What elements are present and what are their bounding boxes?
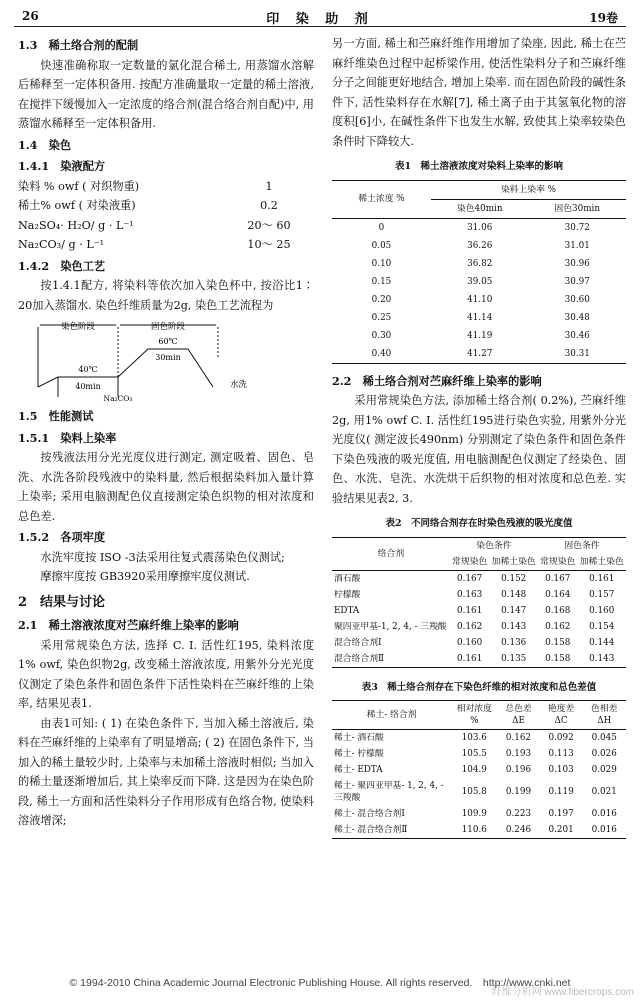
table-cell: 稀土- 柠檬酸: [334, 749, 384, 759]
table-row: [332, 822, 626, 839]
table-3-body: [332, 730, 626, 839]
table-row: [332, 291, 626, 309]
table-cell: 0.158: [545, 653, 571, 664]
table-cell: 0.152: [501, 573, 527, 584]
table-cell: 0.30: [371, 330, 392, 341]
table-cell: 0.135: [501, 653, 527, 664]
section-2-2-text: 采用常规染色方法, 添加稀土络合剂( 0.2%), 苎麻纤维2g, 用1% owf C. I. 活性红195进行染色实验, 用紫外分光光度仪( 测定波长490nm) 分别测定了染色条件和固色条件下染色残液的吸光度值, 用电脑测配色仪测定了经染色、固色、水洗、皂洗、水洗烘干后织物的相对浓度和总色差. 实验结果见表2, 3.: [332, 394, 626, 505]
section-1-4-title: 1.4 染色: [18, 137, 72, 152]
section-1-3-title: 1.3 稀土络合剂的配制: [18, 38, 139, 52]
table-cell: 0.196: [505, 765, 532, 775]
table-cell: 0.197: [548, 809, 574, 819]
table-cell: 0.40: [371, 348, 392, 359]
copyright-footer: © 1994-2010 China Academic Journal Electronic Publishing House. All rights reserved. http://www.cnki.net: [69, 977, 571, 989]
table-cell: EDTA: [334, 605, 360, 616]
table-cell: 0.144: [589, 637, 615, 648]
table-cell: 0.223: [505, 809, 532, 819]
table-cell: 0.103: [548, 765, 574, 775]
temp-2-label: 60℃: [158, 337, 178, 346]
table-cell: 0.158: [545, 637, 571, 648]
table-cell: 0.199: [505, 787, 532, 797]
table-cell: 0: [378, 222, 385, 233]
table-cell: 30.97: [564, 276, 590, 287]
table-cell: 0.10: [371, 258, 392, 269]
section-2-1-text-2: 由表1可知: ( 1) 在染色条件下, 当加入稀土溶液后, 染料在苎麻纤维的上染率有了明显增高; ( 2) 在固色条件下, 当加入的稀土量较少时, 上染率与未加稀土溶液时相似; 当加入的稀土量逐渐增加后, 其上染率反而下降. 这是因为在染色阶段, 稀土一方面和活性染料分子作用形成有色络合物, 使染料溶液增深;: [18, 716, 314, 827]
section-1-5-2-text-1: 水洗牢度按 ISO -3法采用往复式震荡染色仪测试;: [40, 550, 285, 564]
table-cell: 0.021: [591, 787, 617, 797]
table-cell: 0.154: [589, 621, 615, 632]
time-2-label: 30min: [155, 353, 181, 362]
table-header-row: 稀土浓度 % 染料上染率 %: [332, 180, 626, 199]
dye-stage-label: 染色阶段: [60, 322, 96, 332]
table-cell: 30.31: [564, 348, 590, 359]
table-cell: 0.147: [501, 605, 527, 616]
table-cell: 0.25: [371, 312, 392, 323]
table-cell: 0.092: [548, 733, 574, 743]
table-cell: 混合络合剂Ⅰ: [334, 637, 382, 648]
na2co3-label: Na₂CO₃: [103, 394, 133, 403]
table-cell: 稀土- 混合络合剂Ⅱ: [334, 825, 408, 835]
wash-label: 水洗: [230, 380, 248, 390]
section-1-4-1-title: 1.4.1 染液配方: [18, 159, 106, 173]
table-cell: 0.20: [371, 294, 392, 305]
recipe-row: 染料 % owf ( 对织物重) 1: [18, 179, 273, 193]
table-2-caption: 表2 不同络合剂存在时染色残液的吸光度值: [385, 518, 573, 529]
table-cell: 41.27: [467, 348, 493, 359]
table-cell: 0.201: [548, 825, 574, 835]
table-cell: 41.19: [467, 330, 493, 341]
table-row: [332, 309, 626, 327]
table-1-body: [332, 218, 626, 363]
table-cell: 31.01: [564, 240, 590, 251]
table-cell: 0.029: [591, 765, 617, 775]
recipe-row: 稀土% owf ( 对染液重) 0.2: [18, 199, 278, 212]
table-cell: 105.8: [461, 787, 487, 797]
section-1-4-2-text: 按1.4.1配方, 将染料等依次加入染色杯中, 按浴比1∶ 20加入蒸馏水. 染色纤维质量为2g, 染色工艺流程为: [18, 279, 314, 312]
recipe-row: Na₂CO₃/ g · L⁻¹ 10～ 25: [18, 238, 291, 251]
table-cell: 30.72: [564, 222, 590, 233]
table-row: [332, 619, 626, 635]
table-cell: 105.5: [461, 749, 487, 759]
table-cell: 0.163: [457, 589, 483, 600]
table-cell: 0.164: [545, 589, 571, 600]
table-cell: 0.161: [589, 573, 615, 584]
table-cell: 稀土- 混合络合剂Ⅰ: [334, 809, 405, 819]
section-1-5-2-text-2: 摩擦牢度按 GB3920采用摩擦牢度仪测试.: [40, 570, 250, 583]
time-1-label: 40min: [75, 382, 101, 391]
table-cell: 0.016: [591, 809, 617, 819]
table-cell: 0.162: [457, 621, 483, 632]
table-cell: 稀土- 酒石酸: [334, 733, 384, 743]
table-row: [332, 345, 626, 364]
table-cell: 110.6: [461, 825, 487, 835]
table-row: [332, 570, 626, 587]
table-cell: 0.161: [457, 605, 483, 616]
recipe-row: Na₂SO₄· H₂O/ g · L⁻¹ 20～ 60: [18, 218, 291, 232]
table-cell: 41.10: [467, 294, 493, 305]
temp-1-label: 40℃: [78, 365, 98, 374]
table-cell: 41.14: [467, 312, 493, 323]
table-1-caption: 表1 稀土溶液浓度对染料上染率的影响: [394, 161, 564, 172]
journal-name: 印 染 助 剂: [266, 12, 374, 27]
table-cell: 0.167: [545, 573, 571, 584]
continued-text: 另一方面, 稀土和苎麻纤维作用增加了染座, 因此, 稀土在苎麻纤维染色过程中起桥梁作用, 使活性染料分子和苎麻纤维分子之间能更好地结合, 增加上染率. 而在固色阶段的碱性条件下, 活性染料存在水解[7], 稀土离子由于其氢氧化物的溶度积[6]小, 在碱性条件下也发生水解, 致使其上染率较染色条件时下降较大.: [332, 37, 626, 148]
table-cell: 0.148: [501, 589, 527, 600]
table-cell: 30.60: [564, 294, 590, 305]
table-cell: 0.162: [505, 733, 532, 743]
table-row: [332, 273, 626, 291]
table-1: [332, 180, 626, 364]
dye-recipe: [18, 177, 314, 255]
left-column: [18, 34, 314, 831]
table-row: [332, 778, 626, 806]
fix-stage-label: 固色阶段: [150, 322, 186, 332]
table-cell: 0.045: [591, 733, 617, 743]
watermark: 纤维分析网 www.fibercrops.com: [491, 987, 634, 998]
table-header-row: 稀土- 络合剂 相对浓度 % 总色差 ΔE 艳度差 ΔC 色相差 ΔH: [332, 701, 626, 730]
running-header: [14, 6, 626, 27]
table-3-caption: 表3 稀土络合剂存在下染色纤维的相对浓度和总色差值: [361, 681, 597, 693]
process-curve: [18, 317, 314, 403]
table-cell: 酒石酸: [334, 573, 361, 584]
table-cell: 0.143: [589, 653, 615, 664]
volume: 19卷: [589, 11, 618, 25]
table-cell: 0.160: [589, 605, 615, 616]
table-cell: 0.167: [457, 573, 483, 584]
section-1-5-1-text: 按残液法用分光光度仪进行测定, 测定吸着、固色、皂洗、水洗各阶段残液中的染料量, 然后根据染料加入量计算上染率; 采用电脑测配色仪直接测定染色织物的相对浓度和总色差.: [18, 451, 314, 523]
section-2-1-text: 采用常规染色方法, 选择 C. I. 活性红195, 染料浓度1% owf, 染色织物2g, 改变稀土溶液浓度, 用紫外分光光度仪测定了染色条件和固色条件下活性染料在苎麻纤维的上染率, 结果见表1.: [18, 638, 314, 710]
table-header-row: 络合剂 染色条件 固色条件: [332, 537, 626, 554]
table-row: [332, 237, 626, 255]
section-1-5-2-title: 1.5.2 各项牢度: [18, 530, 106, 544]
table-2: [332, 537, 626, 668]
section-1-5-1-title: 1.5.1 染料上染率: [18, 430, 117, 445]
table-cell: 31.06: [467, 222, 493, 233]
table-cell: 0.193: [505, 749, 532, 759]
section-2-1-title: 2.1 稀土溶液浓度对苎麻纤维上染率的影响: [18, 618, 239, 632]
table-row: [332, 327, 626, 345]
table-cell: 0.05: [371, 240, 392, 251]
table-row: [332, 762, 626, 778]
table-cell: 0.160: [457, 637, 483, 648]
table-row: [332, 587, 626, 603]
table-header-row: 染色40min 固色30min: [332, 199, 626, 218]
page-number: 26: [22, 9, 39, 23]
table-cell: 柠檬酸: [334, 589, 361, 600]
table-header-row: 常规染色 加稀土染色 常规染色 加稀土染色: [332, 554, 626, 571]
table-cell: 109.9: [461, 809, 487, 819]
dyeing-process-diagram: [18, 317, 314, 403]
section-1-5-title: 1.5 性能测试: [18, 409, 94, 423]
section-2-2-title: 2.2 稀土络合剂对苎麻纤维上染率的影响: [332, 373, 542, 388]
table-row: [332, 635, 626, 651]
table-cell: 103.6: [461, 733, 487, 743]
table-cell: 104.9: [461, 765, 487, 775]
table-cell: 0.026: [591, 749, 617, 759]
section-2-title: 2 结果与讨论: [18, 594, 106, 610]
table-row: [332, 603, 626, 619]
table-cell: 36.26: [467, 240, 493, 251]
table-cell: 0.246: [505, 825, 532, 835]
table-cell: 稀土- 聚四亚甲基- 1, 2, 4, - 三羧酸: [334, 781, 444, 803]
table-cell: 0.119: [548, 787, 574, 797]
table-row: [332, 746, 626, 762]
table-row: [332, 218, 626, 237]
table-cell: 39.05: [467, 276, 493, 287]
table-cell: 0.113: [548, 749, 574, 759]
table-row: [332, 730, 626, 747]
table-3: [332, 700, 626, 839]
table-cell: 0.15: [371, 276, 392, 287]
table-cell: 0.161: [457, 653, 483, 664]
right-column: [332, 34, 626, 839]
table-cell: 0.168: [545, 605, 571, 616]
table-cell: 0.136: [501, 637, 527, 648]
section-1-3-text: 快速准确称取一定数量的氯化混合稀土, 用蒸馏水溶解后稀释至一定体积备用. 按配方准确量取一定量的稀土溶液, 在搅拌下缓慢加入一定浓度的络合剂(混合络合剂自配)中, 用蒸馏水稀释至一定体积备用.: [18, 58, 314, 130]
table-row: [332, 806, 626, 822]
table-2-body: [332, 570, 626, 667]
table-row: [332, 651, 626, 668]
table-cell: 30.46: [564, 330, 590, 341]
table-cell: 0.157: [589, 589, 615, 600]
section-1-4-2-title: 1.4.2 染色工艺: [18, 258, 106, 273]
table-cell: 混合络合剂Ⅱ: [334, 653, 384, 664]
table-row: [332, 255, 626, 273]
table-cell: 30.96: [564, 258, 590, 269]
table-cell: 聚四亚甲基-1, 2, 4, - 三羧酸: [334, 621, 447, 632]
table-cell: 0.016: [591, 825, 617, 835]
table-cell: 0.162: [545, 621, 571, 632]
table-cell: 36.82: [467, 258, 493, 269]
table-cell: 稀土- EDTA: [334, 765, 383, 775]
table-cell: 0.143: [501, 621, 527, 632]
table-cell: 30.48: [564, 312, 590, 323]
